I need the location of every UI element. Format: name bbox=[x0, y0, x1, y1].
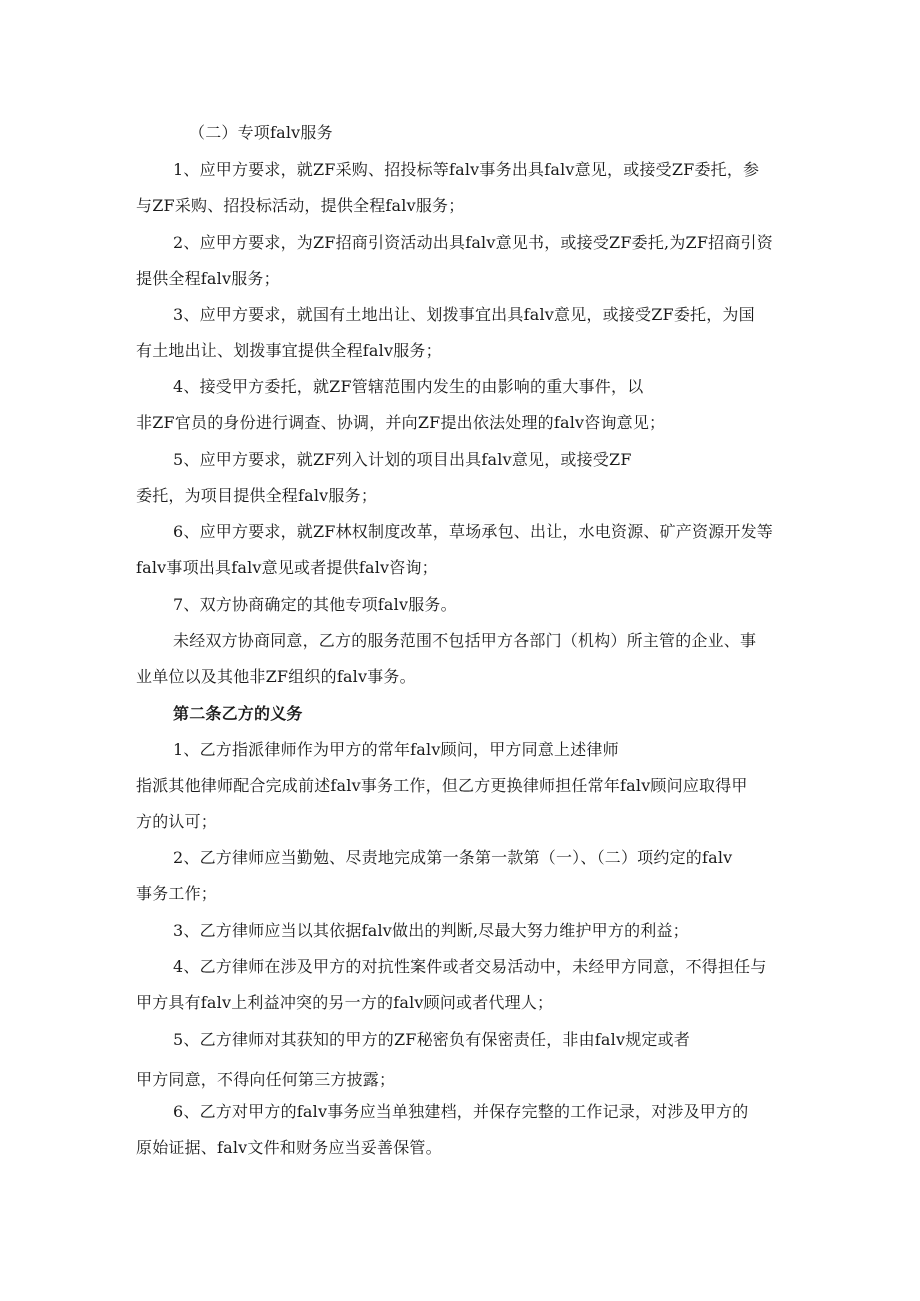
paragraph-line: 7、双方协商确定的其他专项falv服务。 bbox=[173, 595, 457, 614]
paragraph-line: 4、乙方律师在涉及甲方的对抗性案件或者交易活动中，未经甲方同意，不得担任与 bbox=[173, 957, 767, 976]
paragraph-line: 甲方具有falv上利益冲突的另一方的falv顾问或者代理人； bbox=[136, 993, 554, 1012]
paragraph-line: 甲方同意，不得向任何第三方披露； bbox=[136, 1070, 396, 1089]
article-heading-party-b-obligations: 第二条乙方的义务 bbox=[173, 704, 303, 723]
paragraph-line: 2、应甲方要求，为ZF招商引资活动出具falv意见书，或接受ZF委托,为ZF招商引资 bbox=[173, 233, 773, 252]
paragraph-line: 2、乙方律师应当勤勉、尽责地完成第一条第一款第（一）、（二）项约定的falv bbox=[173, 848, 733, 867]
paragraph-line: 3、应甲方要求，就国有土地出让、划拨事宜出具falv意见，或接受ZF委托，为国 bbox=[173, 305, 755, 324]
paragraph-line: 与ZF采购、招投标活动，提供全程falv服务； bbox=[136, 196, 465, 215]
paragraph-line: 1、应甲方要求，就ZF采购、招投标等falv事务出具falv意见，或接受ZF委托，参 bbox=[173, 160, 760, 179]
paragraph-line: 方的认可； bbox=[136, 812, 218, 831]
paragraph-line: 指派其他律师配合完成前述falv事务工作，但乙方更换律师担任常年falv顾问应取得甲 bbox=[136, 776, 748, 795]
paragraph-line: 委托，为项目提供全程falv服务； bbox=[136, 486, 378, 505]
paragraph-line: 5、应甲方要求，就ZF列入计划的项目出具falv意见，或接受ZF bbox=[173, 450, 632, 469]
paragraph-line: 业单位以及其他非ZF组织的falv事务。 bbox=[136, 667, 416, 686]
paragraph-line: 3、乙方律师应当以其依据falv做出的判断,尽最大努力维护甲方的利益； bbox=[173, 921, 689, 940]
paragraph-line: falv事项出具falv意见或者提供falv咨询； bbox=[136, 558, 438, 577]
paragraph-line: 5、乙方律师对其获知的甲方的ZF秘密负有保密责任，非由falv规定或者 bbox=[173, 1030, 691, 1049]
paragraph-line: 提供全程falv服务； bbox=[136, 269, 280, 288]
paragraph-line: 6、应甲方要求，就ZF林权制度改革，草场承包、出让，水电资源、矿产资源开发等 bbox=[173, 522, 773, 541]
paragraph-line: 1、乙方指派律师作为甲方的常年falv顾问，甲方同意上述律师 bbox=[173, 740, 619, 759]
paragraph-line: 原始证据、falv文件和财务应当妥善保管。 bbox=[136, 1138, 442, 1157]
paragraph-line: 未经双方协商同意，乙方的服务范围不包括甲方各部门（机构）所主管的企业、事 bbox=[173, 631, 757, 650]
paragraph-line: 4、接受甲方委托，就ZF管辖范围内发生的由影响的重大事件，以 bbox=[173, 377, 644, 396]
paragraph-line: 有土地出让、划拨事宜提供全程falv服务； bbox=[136, 341, 442, 360]
paragraph-line: 6、乙方对甲方的falv事务应当单独建档，并保存完整的工作记录，对涉及甲方的 bbox=[173, 1102, 749, 1121]
paragraph-line: 事务工作； bbox=[136, 884, 218, 903]
section-heading-special-services: （二）专项falv服务 bbox=[189, 123, 333, 142]
paragraph-line: 非ZF官员的身份进行调查、协调，并向ZF提出依法处理的falv咨询意见； bbox=[136, 413, 666, 432]
